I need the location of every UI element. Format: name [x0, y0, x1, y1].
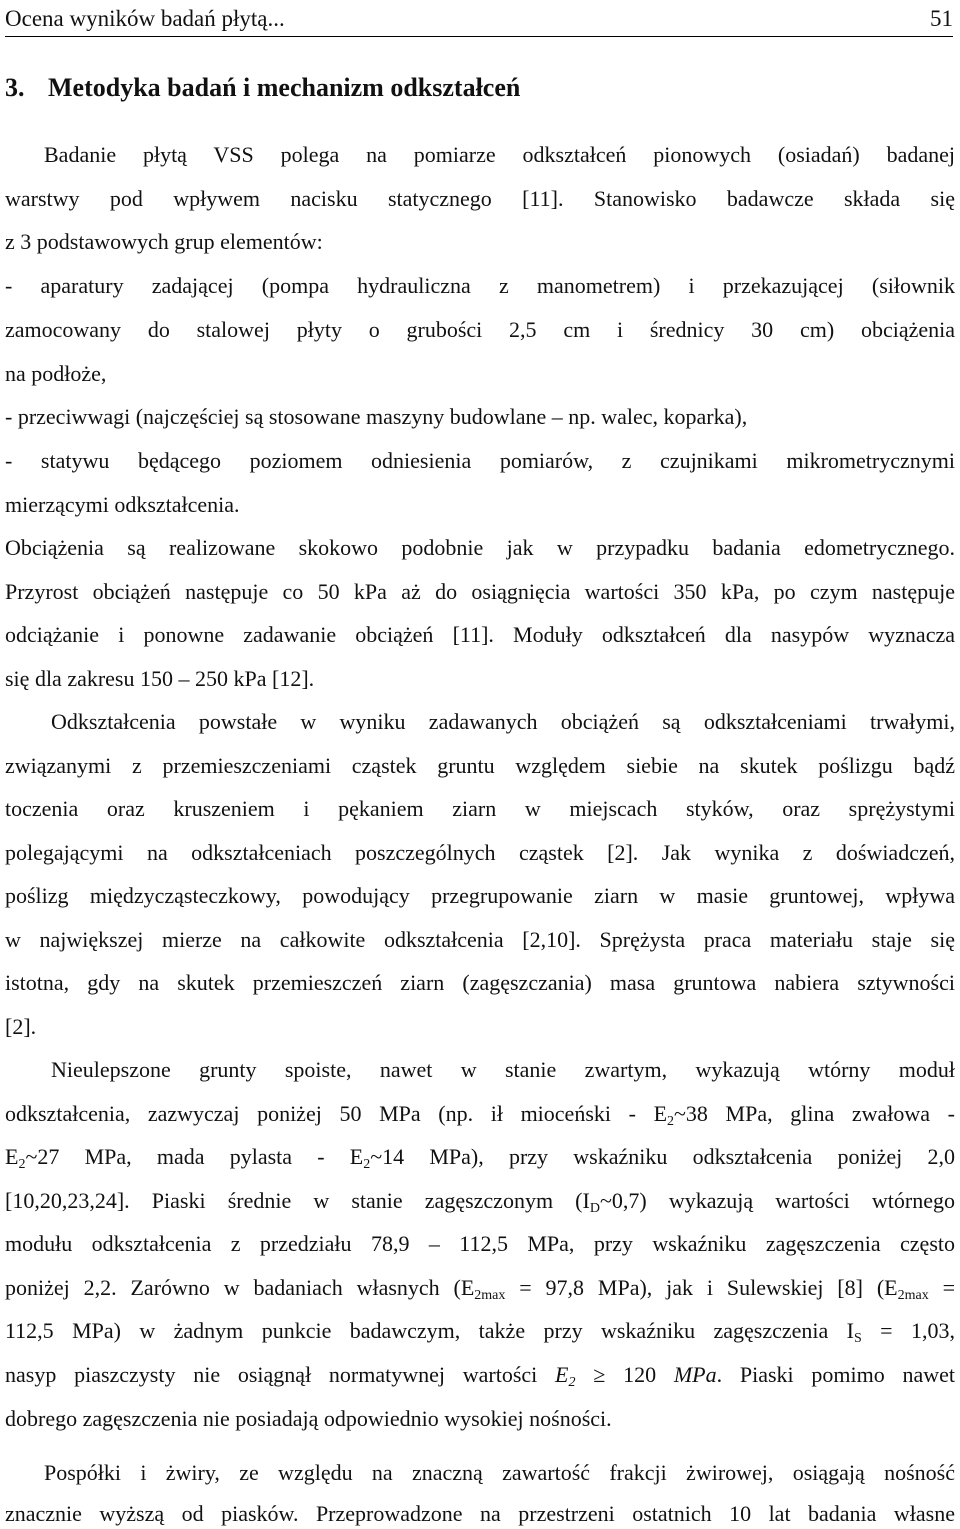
text-line: dobrego zagęszczenia nie posiadają odpowiednio wysokiej nośności.: [5, 1406, 612, 1431]
text-run: =: [928, 1275, 955, 1300]
text-run: ~0,7) wykazują wartości wtórnego: [599, 1188, 955, 1213]
text-run: [10,20,23,24]. Piaski średnie w stanie zagęszczonym (I: [5, 1188, 590, 1213]
text-run: ~14 MPa), przy wskaźniku odkształcenia poniżej 2,0: [370, 1144, 955, 1169]
text-line: mierzącymi odkształcenia.: [5, 492, 240, 517]
subscript: 2: [667, 1114, 675, 1129]
text-run: nasyp piaszczysty nie osiągnął normatywnej wartości: [5, 1362, 538, 1387]
text-line: znacznie wyższą od piasków. Przeprowadzone na przestrzeni ostatnich 10 lat badania własne: [5, 1501, 955, 1526]
subscript: 2: [18, 1157, 26, 1172]
text-line: [5, 1100, 955, 1128]
text-line: polegającymi na odkształceniach poszczególnych cząstek [2]. Jak wynika z doświadczeń,: [5, 840, 955, 865]
list-item-line: - przeciwwagi (najczęściej są stosowane maszyny budowlane – np. walec, koparka),: [5, 404, 748, 429]
text-line: [5, 1274, 955, 1302]
page-number: 51: [930, 6, 953, 31]
text-line: Odkształcenia powstałe w wyniku zadawanych obciążeń są odkształceniami trwałymi,: [51, 709, 955, 734]
running-header: [5, 0, 953, 37]
text-run: poniżej 2,2. Zarówno w badaniach własnych (E: [5, 1275, 475, 1300]
text-line: Obciążenia są realizowane skokowo podobnie jak w przypadku badania edometrycznego.: [5, 535, 955, 560]
text-run: E: [5, 1144, 19, 1169]
text-run: ~27 MPa, mada pylasta - E: [25, 1144, 364, 1169]
subscript: D: [589, 1201, 600, 1216]
text-line: Badanie płytą VSS polega na pomiarze odkształceń pionowych (osiadań) badanej: [44, 142, 955, 167]
section-number: 3.: [5, 73, 25, 102]
text-line: [5, 1187, 955, 1215]
running-title: Ocena wyników badań płytą...: [5, 6, 285, 31]
text-line: na podłoże,: [5, 361, 107, 386]
list-item-line: - aparatury zadającej (pompa hydrauliczna z manometrem) i przekazującej (siłownik: [5, 273, 955, 298]
text-line: się dla zakresu 150 – 250 kPa [12].: [5, 666, 315, 691]
list-item-line: - statywu będącego poziomem odniesienia pomiarów, z czujnikami mikrometrycznymi: [5, 448, 955, 473]
text-line: [5, 1143, 955, 1171]
text-line: zamocowany do stalowej płyty o grubości 2,5 cm i średnicy 30 cm) obciążenia: [5, 317, 955, 342]
text-line: istotna, gdy na skutek przemieszczeń ziarn (zagęszczania) masa gruntowa nabiera sztywności: [5, 970, 955, 995]
text-line: warstwy pod wpływem nacisku statycznego [11]. Stanowisko badawcze składa się: [5, 186, 955, 211]
formula-number: 120: [623, 1362, 657, 1387]
text-line: poślizg międzycząsteczkowy, powodujący przegrupowanie ziarn w masie gruntowej, wpływa: [5, 883, 955, 908]
subscript: 2max: [897, 1288, 929, 1303]
text-line: w największej mierze na całkowite odkształcenia [2,10]. Sprężysta praca materiału staje się: [5, 927, 955, 952]
text-line: toczenia oraz kruszeniem i pękaniem ziarn w miejscach styków, oraz sprężystymi: [5, 796, 955, 821]
text-line: związanymi z przemieszczeniami cząstek gruntu względem siebie na skutek poślizgu bądź: [5, 753, 955, 778]
text-run: 112,5 MPa) w żadnym punkcie badawczym, także przy wskaźniku zagęszczenia I: [5, 1318, 854, 1343]
text-line: [5, 1361, 955, 1389]
text-line: z 3 podstawowych grup elementów:: [5, 229, 323, 254]
formula-unit: MPa: [673, 1362, 717, 1387]
text-line: odciążanie i ponowne zadawanie obciążeń [11]. Moduły odkształceń dla nasypów wyznacza: [5, 622, 955, 647]
text-run: . Piaski pomimo nawet: [716, 1362, 955, 1387]
text-line: modułu odkształcenia z przedziału 78,9 – 112,5 MPa, przy wskaźniku zagęszczenia często: [5, 1231, 955, 1256]
text-run: ~38 MPa, glina zwałowa -: [674, 1101, 955, 1126]
text-line: Nieulepszone grunty spoiste, nawet w stanie zwartym, wykazują wtórny moduł: [51, 1057, 955, 1082]
subscript: S: [853, 1331, 862, 1346]
section-title: Metodyka badań i mechanizm odkształceń: [48, 73, 521, 102]
text-line: [5, 1317, 955, 1345]
text-line: Pospółki i żwiry, ze względu na znaczną zawartość frakcji żwirowej, osiągają nośność: [44, 1460, 955, 1485]
subscript: 2max: [474, 1288, 506, 1303]
formula-subscript: 2: [568, 1375, 576, 1390]
formula-operator: ≥: [593, 1362, 606, 1387]
subscript: 2: [363, 1157, 371, 1172]
inline-formula: [555, 1362, 717, 1390]
text-run: = 97,8 MPa), jak i Sulewskiej [8] (E: [505, 1275, 898, 1300]
formula-variable: E: [555, 1362, 569, 1387]
text-line: [2].: [5, 1014, 37, 1039]
text-run: odkształcenia, zazwyczaj poniżej 50 MPa (np. ił mioceński - E: [5, 1101, 668, 1126]
section-heading: [5, 70, 520, 106]
text-run: = 1,03,: [861, 1318, 955, 1343]
text-line: Przyrost obciążeń następuje co 50 kPa aż do osiągnięcia wartości 350 kPa, po czym następuje: [5, 579, 955, 604]
